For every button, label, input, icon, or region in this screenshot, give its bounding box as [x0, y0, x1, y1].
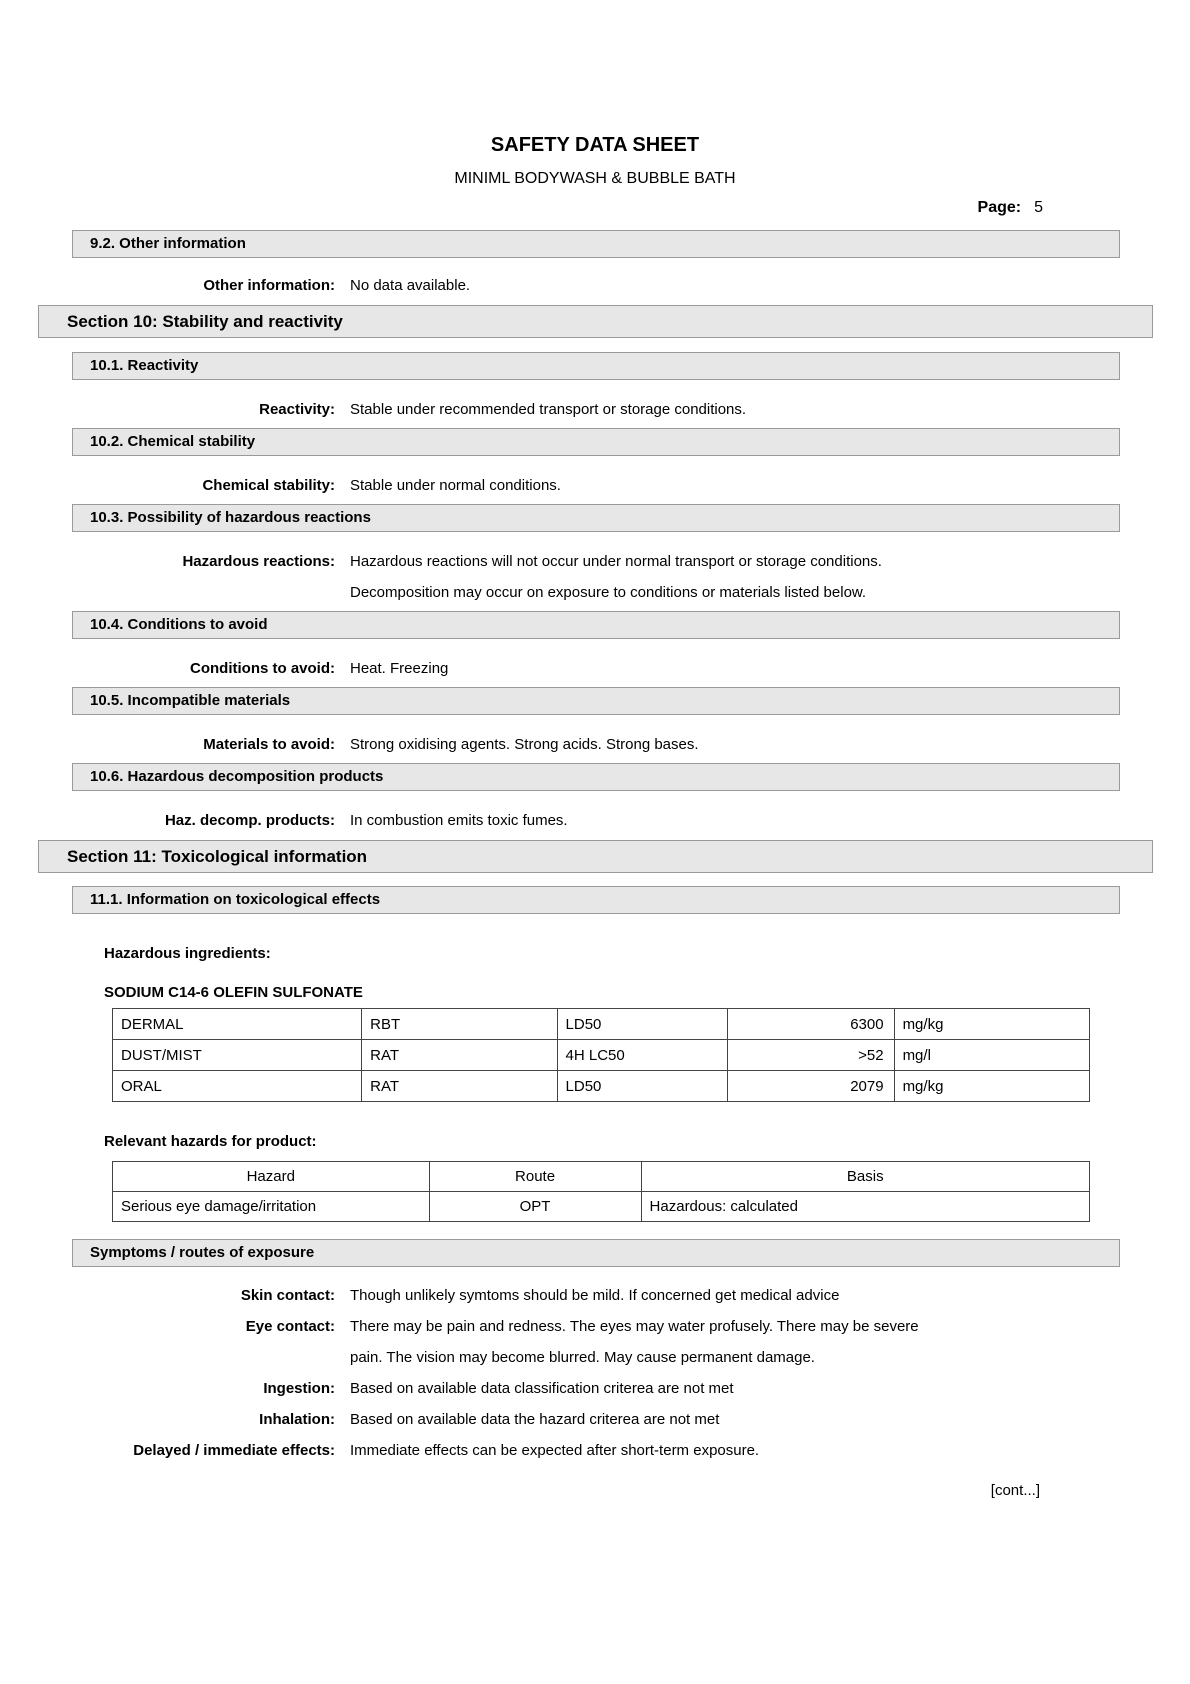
field-label: Haz. decomp. products:: [164, 812, 335, 829]
table-cell-species: RAT: [362, 1071, 557, 1102]
field-value: Heat. Freezing: [350, 660, 449, 677]
section-banner-10-5: 10.5. Incompatible materials: [72, 687, 1120, 715]
hazardous-ingredients-heading: Hazardous ingredients:: [104, 945, 271, 962]
field-chemical-stability: [0, 470, 1190, 501]
page-number-row: [0, 198, 1190, 218]
table-cell-unit: mg/kg: [894, 1009, 1089, 1040]
table-cell-test: LD50: [557, 1071, 727, 1102]
field-value: Stable under normal conditions.: [350, 477, 561, 494]
field-value: Based on available data the hazard criterea are not met: [350, 1411, 720, 1428]
section-banner-symptoms: Symptoms / routes of exposure: [72, 1239, 1120, 1267]
table-cell-test: 4H LC50: [557, 1040, 727, 1071]
field-label: Skin contact:: [240, 1287, 335, 1304]
field-inhalation: [0, 1404, 1190, 1435]
field-ingestion: [0, 1373, 1190, 1404]
field-label: Chemical stability:: [202, 477, 335, 494]
page-number-value: 5: [1034, 199, 1043, 216]
field-hazardous-reactions: [0, 546, 1190, 608]
field-value: [350, 546, 1040, 608]
field-delayed-effects: [0, 1435, 1190, 1466]
table-row: [113, 1040, 1090, 1071]
section-banner-11: Section 11: Toxicological information: [38, 840, 1153, 873]
field-conditions-to-avoid: [0, 653, 1190, 684]
table-header-basis: Basis: [641, 1162, 1089, 1192]
product-name: MINIML BODYWASH & BUBBLE BATH: [454, 170, 736, 187]
table-cell-value: 2079: [727, 1071, 894, 1102]
field-label: Reactivity:: [259, 401, 335, 418]
field-value: [350, 1311, 1040, 1373]
field-value-line: Hazardous reactions will not occur under normal transport or storage conditions.: [350, 553, 882, 570]
table-cell-hazard: Serious eye damage/irritation: [113, 1192, 430, 1222]
field-haz-decomp-products: [0, 805, 1190, 836]
table-row: [113, 1009, 1090, 1040]
section-banner-11-1: 11.1. Information on toxicological effects: [72, 886, 1120, 914]
table-cell-value: >52: [727, 1040, 894, 1071]
toxicity-table: [112, 1008, 1090, 1102]
field-eye-contact: [0, 1311, 1190, 1373]
table-cell-unit: mg/l: [894, 1040, 1089, 1071]
field-label: Inhalation:: [259, 1411, 335, 1428]
field-label: Conditions to avoid:: [190, 660, 335, 677]
table-cell-species: RAT: [362, 1040, 557, 1071]
table-cell-test: LD50: [557, 1009, 727, 1040]
section-banner-10-3: 10.3. Possibility of hazardous reactions: [72, 504, 1120, 532]
field-label: Ingestion:: [263, 1380, 335, 1397]
section-banner-9-2: 9.2. Other information: [72, 230, 1120, 258]
field-value-line: pain. The vision may become blurred. May cause permanent damage.: [350, 1349, 815, 1366]
relevant-hazards-table: [112, 1161, 1090, 1222]
field-label: Materials to avoid:: [203, 736, 335, 753]
field-value: Based on available data classification criterea are not met: [350, 1380, 734, 1397]
table-row: [113, 1071, 1090, 1102]
field-value: Strong oxidising agents. Strong acids. Strong bases.: [350, 736, 699, 753]
table-cell-route: ORAL: [113, 1071, 362, 1102]
table-header-row: [113, 1162, 1090, 1192]
table-cell-value: 6300: [727, 1009, 894, 1040]
field-label: Eye contact:: [245, 1318, 335, 1335]
section-banner-10-4: 10.4. Conditions to avoid: [72, 611, 1120, 639]
field-value-line: There may be pain and redness. The eyes may water profusely. There may be severe: [350, 1318, 919, 1335]
table-cell-basis: Hazardous: calculated: [641, 1192, 1089, 1222]
field-label: Other information:: [203, 277, 335, 294]
table-cell-species: RBT: [362, 1009, 557, 1040]
table-cell-route: DERMAL: [113, 1009, 362, 1040]
table-cell-unit: mg/kg: [894, 1071, 1089, 1102]
field-other-information: [0, 270, 1190, 301]
continuation-marker: [cont...]: [990, 1482, 1040, 1499]
section-banner-10-6: 10.6. Hazardous decomposition products: [72, 763, 1120, 791]
relevant-hazards-heading: Relevant hazards for product:: [104, 1133, 317, 1150]
section-banner-10-2: 10.2. Chemical stability: [72, 428, 1120, 456]
field-value: Though unlikely symtoms should be mild. If concerned get medical advice: [350, 1287, 840, 1304]
field-value: In combustion emits toxic fumes.: [350, 812, 568, 829]
section-banner-10: Section 10: Stability and reactivity: [38, 305, 1153, 338]
field-value-line: Decomposition may occur on exposure to conditions or materials listed below.: [350, 584, 867, 601]
page-number-label: Page:: [977, 199, 1022, 216]
section-banner-10-1: 10.1. Reactivity: [72, 352, 1120, 380]
page-title: SAFETY DATA SHEET: [490, 134, 700, 156]
table-header-route: Route: [429, 1162, 641, 1192]
field-value: No data available.: [350, 277, 471, 294]
field-label: Delayed / immediate effects:: [133, 1442, 335, 1459]
table-cell-route: OPT: [429, 1192, 641, 1222]
ingredient-name-heading: SODIUM C14-6 OLEFIN SULFONATE: [104, 984, 363, 1001]
field-skin-contact: [0, 1280, 1190, 1311]
table-header-hazard: Hazard: [113, 1162, 430, 1192]
table-cell-route: DUST/MIST: [113, 1040, 362, 1071]
field-reactivity: [0, 394, 1190, 425]
table-row: [113, 1192, 1090, 1222]
field-value: Stable under recommended transport or storage conditions.: [350, 401, 747, 418]
field-label: Hazardous reactions:: [182, 553, 335, 570]
field-value: Immediate effects can be expected after short-term exposure.: [350, 1442, 760, 1459]
field-materials-to-avoid: [0, 729, 1190, 760]
symptoms-block: [0, 1280, 1190, 1466]
